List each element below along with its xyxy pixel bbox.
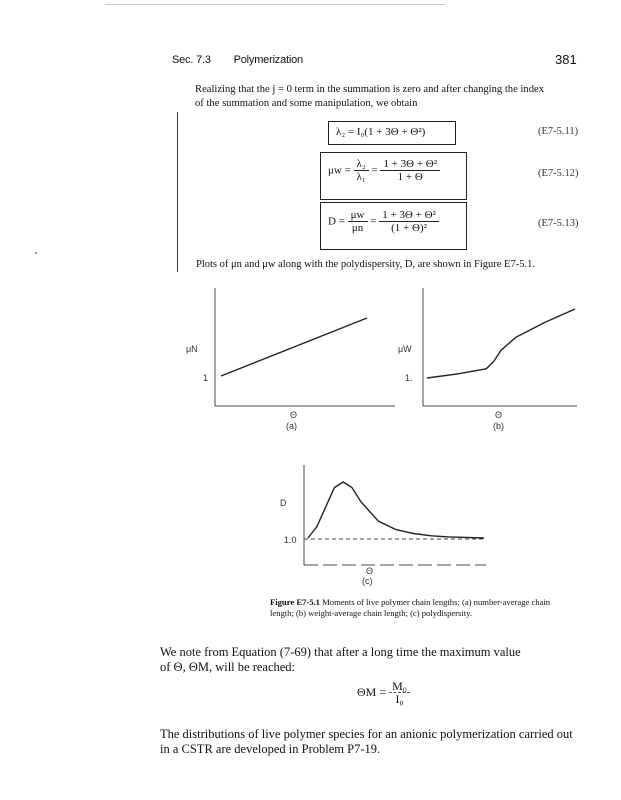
equation-number-2: (E7-5.12) xyxy=(538,168,579,179)
equation-3-fraction-2: $\frac{\text{1 + 3Θ + Θ²}}{\text{(1 + Θ)²}}$ xyxy=(379,209,439,235)
chart-a-xlabel: Θ xyxy=(290,410,298,420)
scan-speck xyxy=(35,252,37,254)
equation-2-fraction-1: $\frac{\text{λ₂}}{\text{λ₁}}$ xyxy=(354,158,369,184)
chart-b-ylabel: μW xyxy=(398,344,412,354)
chart-c-series-line xyxy=(308,482,484,538)
chart-b-y-tick: 1. xyxy=(405,373,413,383)
intro-line-1: Realizing that the j = 0 term in the summation is zero and after changing the index xyxy=(195,84,544,95)
section-title: Polymerization xyxy=(233,54,303,66)
top-rule xyxy=(105,4,445,5)
theta-max-lhs: ΘM = xyxy=(357,684,387,699)
equation-3-lhs: D = xyxy=(328,215,345,228)
chart-c-xlabel: Θ xyxy=(366,566,374,576)
equation-3: D = $\frac{\mu w}{\mu n}$ = $\frac{\text{1 + 3Θ + Θ²}}{\text{(1 + Θ)²}}$ xyxy=(328,209,439,235)
equation-number-1: (E7-5.11) xyxy=(538,126,579,137)
chart-b-panel-label: (b) xyxy=(493,421,504,431)
chart-b-weight-average xyxy=(415,288,585,418)
body-paragraph-2: The distributions of live polymer species for an anionic polymerization carried out in a CSTR are developed in Problem P7-19. xyxy=(160,727,573,756)
chart-b-series-line xyxy=(427,309,575,378)
intro-line-2: of the summation and some manipulation, we obtain xyxy=(195,98,418,109)
figure-label: Figure E7-5.1 xyxy=(270,597,320,607)
margin-change-bar xyxy=(177,112,178,262)
chart-c-y-tick: 1.0 xyxy=(284,535,297,545)
body-paragraph-1-line-1: We note from Equation (7-69) that after a long time the maximum value xyxy=(160,645,521,659)
chart-c-panel-label: (c) xyxy=(362,576,373,586)
figure-caption xyxy=(270,597,570,619)
margin-change-bar-2 xyxy=(177,258,178,272)
equation-2: μw = $\frac{\text{λ₂}}{\text{λ₁}}$ = $\frac{\text{1 + 3Θ + Θ²}}{1 + \Theta}$ xyxy=(328,158,440,184)
theta-max-equation xyxy=(357,680,410,706)
chart-a-y-tick: 1 xyxy=(203,373,209,383)
figure-caption-text: Moments of live polymer chain lengths: (a) number-average chain length; (b) weight-average chain length; (c) polydispersity. xyxy=(270,597,551,618)
theta-max-fraction: $\frac{\text{M₀}}{\text{I₀}}$ xyxy=(389,680,410,706)
chart-a-ylabel: μN xyxy=(186,344,198,354)
plots-sentence: Plots of μn and μw along with the polydispersity, D, are shown in Figure E7-5.1. xyxy=(196,259,535,270)
chart-a-panel-label: (a) xyxy=(286,421,297,431)
equation-1: λ₂ = I₀(1 + 3Θ + Θ²) xyxy=(336,126,426,138)
equation-3-fraction-1: $\frac{\mu w}{\mu n}$ xyxy=(348,209,368,235)
intro-paragraph xyxy=(195,83,580,111)
equation-2-lhs: μw = xyxy=(328,164,351,177)
chart-c-ylabel: D xyxy=(280,498,287,508)
chart-a-number-average xyxy=(205,288,405,418)
body-paragraph-1 xyxy=(160,645,580,675)
running-header xyxy=(172,54,303,66)
equation-2-fraction-2: $\frac{\text{1 + 3Θ + Θ²}}{1 + \Theta}$ xyxy=(380,158,440,184)
equation-number-3: (E7-5.13) xyxy=(538,218,579,229)
chart-b-xlabel: Θ xyxy=(495,410,503,420)
body-paragraph-1-line-2: of Θ, ΘM, will be reached: xyxy=(160,660,296,674)
section-number: Sec. 7.3 xyxy=(172,54,211,66)
page-number: 381 xyxy=(555,52,577,67)
chart-a-series-line xyxy=(221,318,367,376)
chart-c-polydispersity xyxy=(296,465,516,570)
